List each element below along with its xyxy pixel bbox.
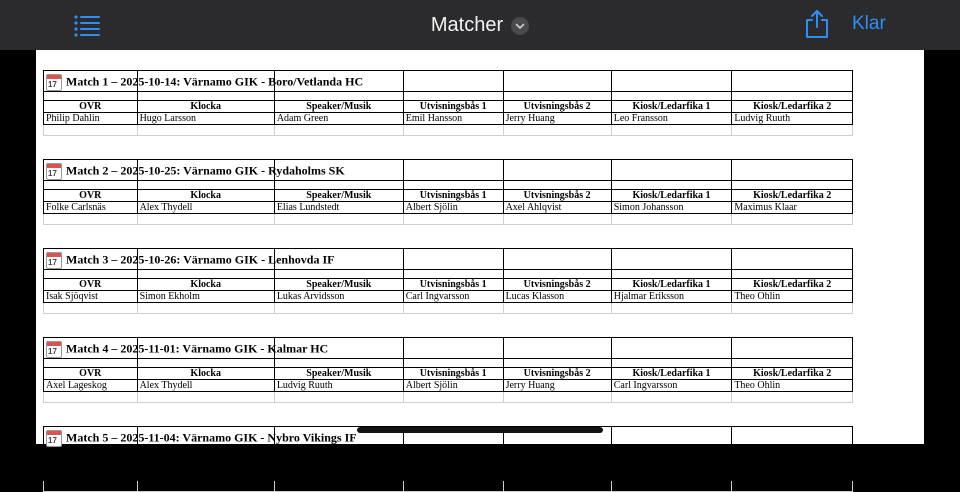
column-header: Klocka bbox=[137, 279, 274, 291]
column-header: Kiosk/Ledarfika 1 bbox=[611, 101, 732, 113]
column-header: Kiosk/Ledarfika 1 bbox=[611, 457, 732, 469]
table-cell[interactable]: Jerry Huang bbox=[503, 380, 611, 392]
table-cell[interactable]: Hugo Larsson bbox=[137, 113, 274, 125]
table-cell[interactable]: Emil Hansson bbox=[403, 113, 503, 125]
table-cell[interactable]: Philip Dahlin bbox=[44, 113, 138, 125]
column-header: Kiosk/Ledarfika 2 bbox=[732, 190, 853, 202]
match-title: Match 5 – 2025-11-04: Värnamo GIK - Nybro Vikings IF bbox=[66, 430, 357, 445]
table-cell[interactable] bbox=[503, 469, 611, 481]
top-toolbar bbox=[0, 0, 960, 50]
match-title: Match 2 – 2025-10-25: Värnamo GIK - Rydaholms SK bbox=[66, 163, 345, 178]
column-header: Utvisningsbås 1 bbox=[403, 368, 503, 380]
table-cell[interactable]: Maximus Klaar bbox=[732, 202, 853, 214]
column-header: Speaker/Musik bbox=[274, 101, 403, 113]
share-icon[interactable] bbox=[804, 9, 830, 39]
table-cell[interactable]: Carl Ingvarsson bbox=[611, 380, 732, 392]
column-header: Utvisningsbås 2 bbox=[503, 279, 611, 291]
document-page bbox=[36, 50, 924, 468]
column-header: Utvisningsbås 1 bbox=[403, 457, 503, 469]
match-title: Match 3 – 2025-10-26: Värnamo GIK - Lenhovda IF bbox=[66, 252, 335, 267]
table-cell[interactable]: Jerry Huang bbox=[503, 113, 611, 125]
table-cell[interactable] bbox=[274, 469, 403, 481]
match-title-cell bbox=[44, 160, 345, 181]
column-header: OVR bbox=[44, 279, 138, 291]
match-title: Match 4 – 2025-11-01: Värnamo GIK - Kalmar HC bbox=[66, 341, 329, 356]
column-header: Utvisningsbås 1 bbox=[403, 190, 503, 202]
match-title-cell bbox=[44, 71, 364, 92]
column-header: OVR bbox=[44, 101, 138, 113]
column-header: Utvisningsbås 1 bbox=[403, 101, 503, 113]
match-title-cell bbox=[44, 427, 357, 448]
match-block bbox=[43, 159, 853, 225]
match-title: Match 1 – 2025-10-14: Värnamo GIK - Boro/Vetlanda HC bbox=[66, 74, 364, 89]
match-block bbox=[43, 248, 853, 314]
table-cell[interactable]: Leo Fransson bbox=[611, 113, 732, 125]
table-cell[interactable]: Lucas Klasson bbox=[503, 291, 611, 303]
match-table bbox=[43, 70, 853, 136]
column-header: Klocka bbox=[137, 368, 274, 380]
column-header: Speaker/Musik bbox=[274, 368, 403, 380]
column-header: Kiosk/Ledarfika 1 bbox=[611, 190, 732, 202]
chevron-down-icon[interactable] bbox=[511, 17, 529, 35]
column-header: Utvisningsbås 2 bbox=[503, 101, 611, 113]
column-header: Kiosk/Ledarfika 2 bbox=[732, 101, 853, 113]
table-cell[interactable]: Alex Thydell bbox=[137, 202, 274, 214]
table-cell[interactable] bbox=[403, 469, 503, 481]
column-header: Speaker/Musik bbox=[274, 457, 403, 469]
table-cell[interactable]: Alex Thydell bbox=[137, 380, 274, 392]
document-title[interactable]: Matcher bbox=[430, 13, 504, 36]
home-indicator[interactable] bbox=[357, 427, 603, 433]
list-icon[interactable] bbox=[74, 14, 100, 36]
table-cell[interactable]: Ludvig Ruuth bbox=[732, 113, 853, 125]
table-cell[interactable]: Isak Sjöqvist bbox=[44, 291, 138, 303]
table-cell[interactable] bbox=[732, 469, 853, 481]
match-block bbox=[43, 70, 853, 136]
calendar-icon: 17 bbox=[46, 341, 62, 358]
calendar-icon: 17 bbox=[46, 430, 62, 447]
table-cell[interactable]: Albert Sjölin bbox=[403, 380, 503, 392]
calendar-icon: 17 bbox=[46, 163, 62, 180]
table-cell[interactable]: Carl Ingvarsson bbox=[403, 291, 503, 303]
column-header: Klocka bbox=[137, 190, 274, 202]
calendar-icon: 17 bbox=[46, 74, 62, 91]
match-table bbox=[43, 337, 853, 403]
match-table bbox=[43, 159, 853, 225]
table-cell[interactable]: Simon Johansson bbox=[611, 202, 732, 214]
table-cell[interactable]: Lukas Arvidsson bbox=[274, 291, 403, 303]
column-header: OVR bbox=[44, 190, 138, 202]
match-block bbox=[43, 337, 853, 403]
column-header: Speaker/Musik bbox=[274, 279, 403, 291]
column-header: Kiosk/Ledarfika 2 bbox=[732, 279, 853, 291]
match-title-cell bbox=[44, 338, 329, 359]
table-cell[interactable]: Elias Lundstedt bbox=[274, 202, 403, 214]
table-cell[interactable] bbox=[611, 469, 732, 481]
table-cell[interactable]: Folke Carlsnäs bbox=[44, 202, 138, 214]
table-cell[interactable]: Simon Ekholm bbox=[137, 291, 274, 303]
match-table bbox=[43, 248, 853, 314]
match-table bbox=[43, 426, 853, 492]
column-header: Utvisningsbås 2 bbox=[503, 457, 611, 469]
column-header: Speaker/Musik bbox=[274, 190, 403, 202]
table-cell[interactable] bbox=[44, 469, 138, 481]
table-cell[interactable]: Axel Lageskog bbox=[44, 380, 138, 392]
column-header: Klocka bbox=[137, 457, 274, 469]
column-header: Kiosk/Ledarfika 1 bbox=[611, 279, 732, 291]
column-header: Kiosk/Ledarfika 2 bbox=[732, 457, 853, 469]
calendar-icon: 17 bbox=[46, 252, 62, 269]
column-header: OVR bbox=[44, 368, 138, 380]
column-header: OVR bbox=[44, 457, 138, 469]
column-header: Kiosk/Ledarfika 1 bbox=[611, 368, 732, 380]
done-button[interactable]: Klar bbox=[852, 13, 886, 34]
column-header: Kiosk/Ledarfika 2 bbox=[732, 368, 853, 380]
column-header: Klocka bbox=[137, 101, 274, 113]
table-cell[interactable]: Adam Green bbox=[274, 113, 403, 125]
table-cell[interactable]: Albert Sjölin bbox=[403, 202, 503, 214]
table-cell[interactable]: Ludvig Ruuth bbox=[274, 380, 403, 392]
match-block bbox=[43, 426, 853, 492]
table-cell[interactable]: Theo Ohlin bbox=[732, 380, 853, 392]
match-title-cell bbox=[44, 249, 335, 270]
table-cell[interactable]: Hjalmar Eriksson bbox=[611, 291, 732, 303]
table-cell[interactable]: Axel Ahlqvist bbox=[503, 202, 611, 214]
table-cell[interactable] bbox=[137, 469, 274, 481]
table-cell[interactable]: Theo Ohlin bbox=[732, 291, 853, 303]
column-header: Utvisningsbås 2 bbox=[503, 368, 611, 380]
column-header: Utvisningsbås 1 bbox=[403, 279, 503, 291]
column-header: Utvisningsbås 2 bbox=[503, 190, 611, 202]
